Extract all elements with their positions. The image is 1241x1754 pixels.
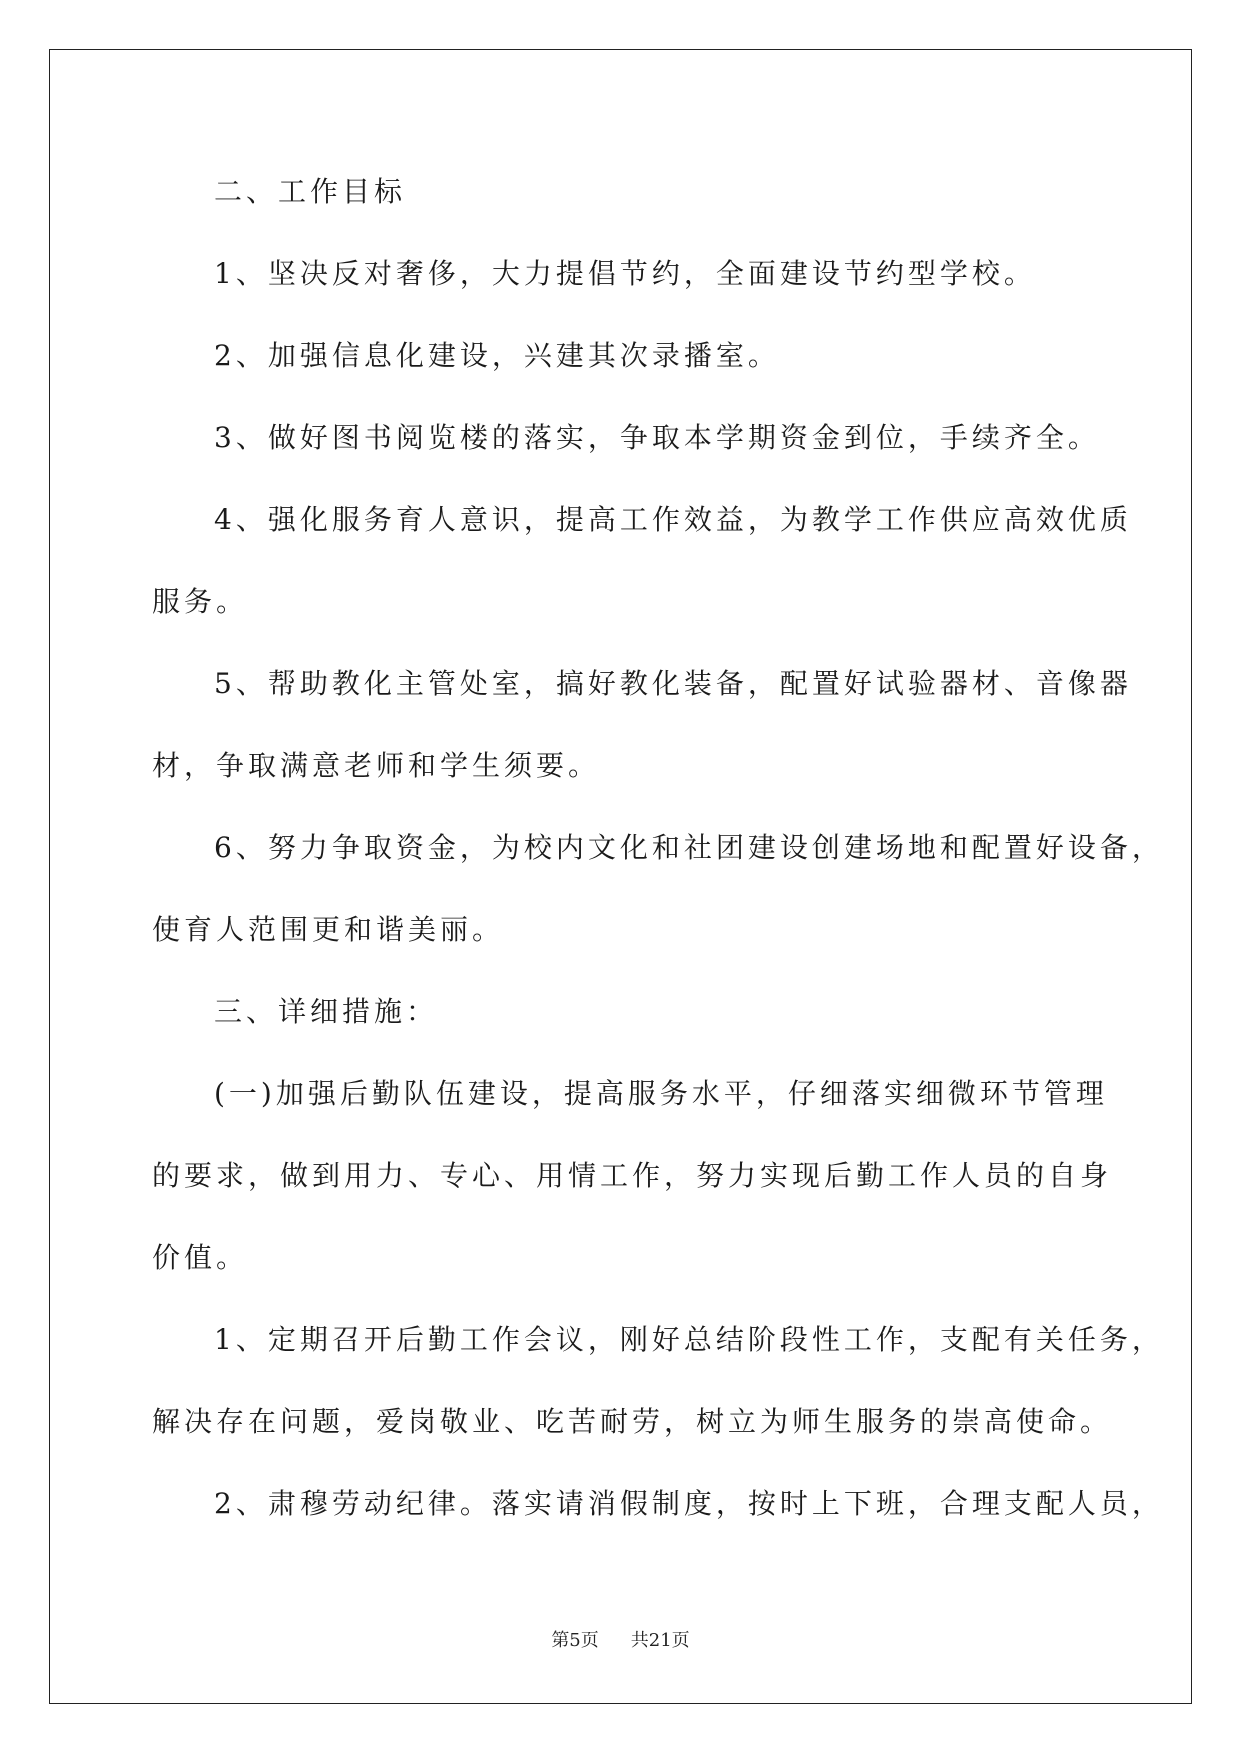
text-line: (一)加强后勤队伍建设，提高服务水平，仔细落实细微环节管理 [214,1077,1108,1110]
text-line: 服务。 [152,585,249,618]
page-total: 共21页 [630,1630,690,1651]
text-line: 解决存在问题，爱岗敬业、吃苦耐劳，树立为师生服务的崇高使命。 [152,1405,1113,1438]
text-line: 2、加强信息化建设，兴建其次录播室。 [214,339,780,372]
text-line: 二、工作目标 [214,175,407,208]
page-number: 第5页 [551,1630,599,1651]
text-line: 3、做好图书阅览楼的落实，争取本学期资金到位，手续齐全。 [214,421,1100,454]
text-line: 的要求，做到用力、专心、用情工作，努力实现后勤工作人员的自身 [152,1159,1113,1192]
text-line: 三、详细措施： [214,995,439,1028]
text-line: 价值。 [152,1241,249,1274]
text-line: 2、肃穆劳动纪律。落实请消假制度，按时上下班，合理支配人员， [214,1487,1164,1520]
text-line: 5、帮助教化主管处室，搞好教化装备，配置好试验器材、音像器 [214,667,1132,700]
page-footer [0,1626,1241,1652]
text-line: 1、坚决反对奢侈，大力提倡节约，全面建设节约型学校。 [214,257,1036,290]
text-line: 4、强化服务育人意识，提高工作效益，为教学工作供应高效优质 [214,503,1132,536]
text-line: 材，争取满意老师和学生须要。 [152,749,601,782]
text-line: 6、努力争取资金，为校内文化和社团建设创建场地和配置好设备， [214,831,1164,864]
document-body [152,156,1164,1550]
text-line: 1、定期召开后勤工作会议，刚好总结阶段性工作，支配有关任务， [214,1323,1164,1356]
text-line: 使育人范围更和谐美丽。 [152,913,505,946]
